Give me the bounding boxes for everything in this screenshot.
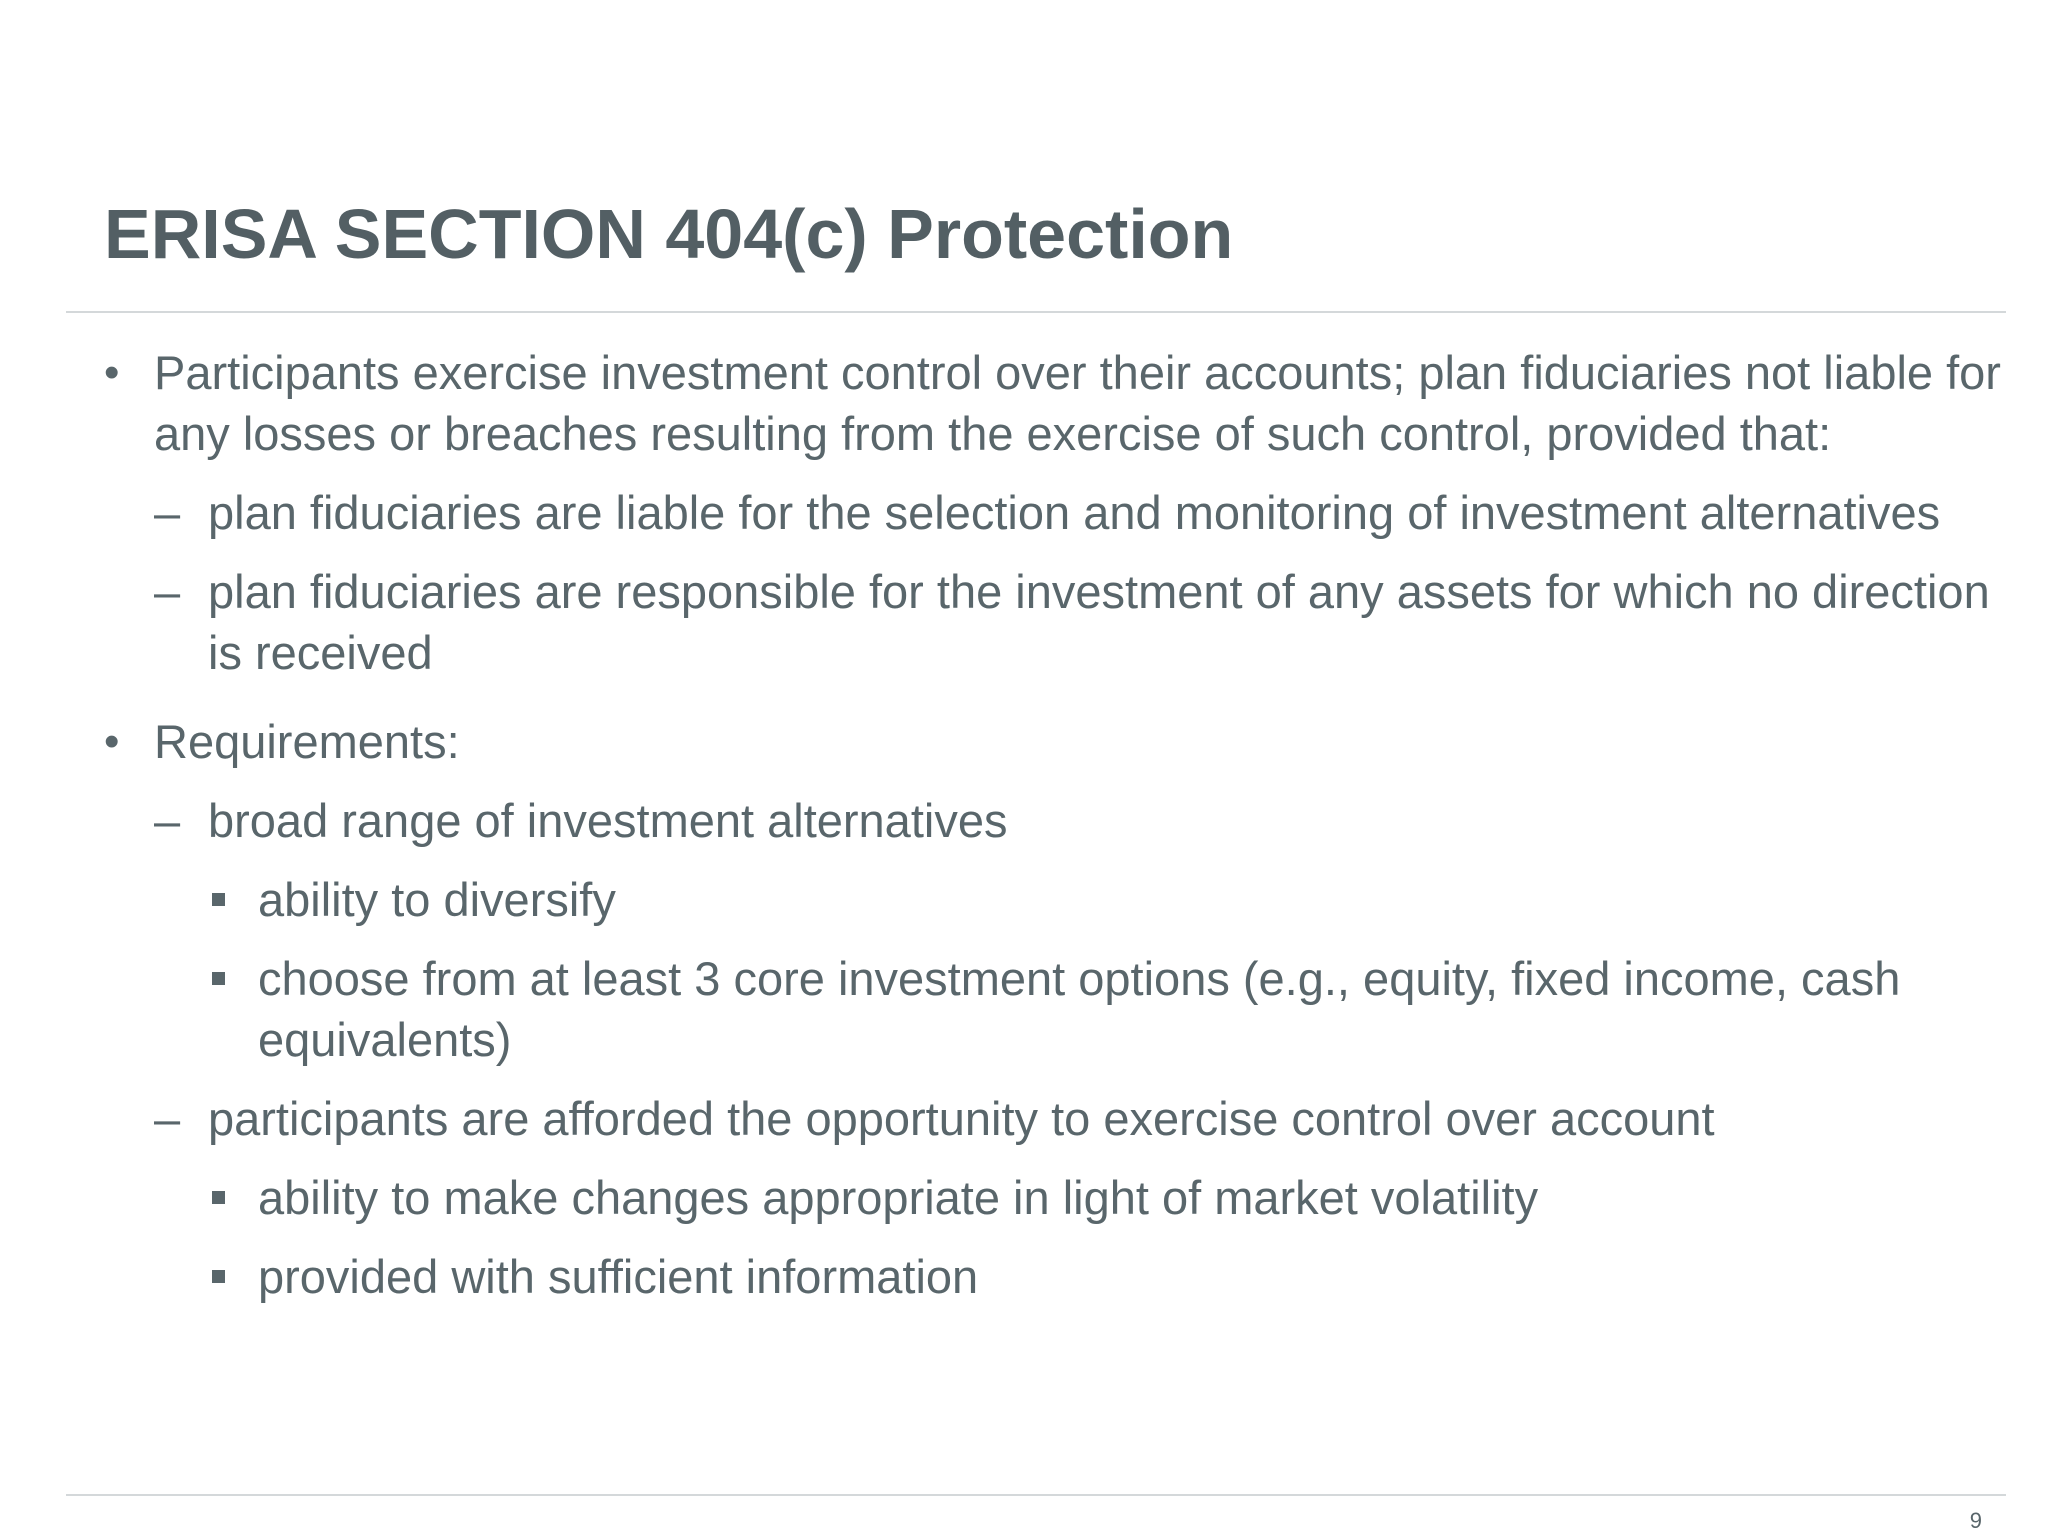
sub-bullet-item: [104, 1088, 2004, 1149]
footer-divider: [66, 1494, 2006, 1496]
sub-bullet-text: broad range of investment alternatives: [208, 794, 1008, 847]
sub-bullet-text: plan fiduciaries are responsible for the investment of any assets for which no direction is received: [208, 565, 1990, 679]
sub-bullet-text: participants are afforded the opportunity to exercise control over account: [208, 1092, 1715, 1145]
bullet-marker: •: [104, 348, 120, 397]
bullet-marker: •: [104, 717, 120, 766]
sub-sub-bullet-text: choose from at least 3 core investment options (e.g., equity, fixed income, cash equivalents): [258, 952, 1901, 1066]
sub-bullet-item: [104, 790, 2004, 851]
sub-sub-bullet-item: [104, 1167, 2004, 1228]
slide-content: [104, 342, 2004, 1307]
dash-marker: –: [154, 1092, 181, 1145]
title-divider: [66, 311, 2006, 313]
sub-bullet-text: plan fiduciaries are liable for the selection and monitoring of investment alternatives: [208, 486, 1941, 539]
sub-sub-bullet-item: [104, 869, 2004, 930]
sub-bullet-item: [104, 482, 2004, 543]
square-bullet-icon: [212, 972, 225, 985]
sub-sub-bullet-text: ability to make changes appropriate in light of market volatility: [258, 1171, 1539, 1224]
slide-title: ERISA SECTION 404(c) Protection: [104, 195, 1234, 273]
dash-marker: –: [154, 794, 181, 847]
bullet-item: [104, 711, 2004, 772]
sub-bullet-item: [104, 561, 2004, 683]
bullet-item: [104, 342, 2004, 464]
bullet-text: Participants exercise investment control over their accounts; plan fiduciaries not liable for any losses or breaches resulting from the exercise of such control, provided that:: [154, 346, 2001, 460]
sub-sub-bullet-item: [104, 1246, 2004, 1307]
bullet-text: Requirements:: [154, 715, 460, 768]
dash-marker: –: [154, 486, 181, 539]
dash-marker: –: [154, 565, 181, 618]
square-bullet-icon: [212, 893, 225, 906]
sub-sub-bullet-text: ability to diversify: [258, 873, 616, 926]
page-number: 9: [1969, 1508, 1982, 1533]
square-bullet-icon: [212, 1270, 225, 1283]
square-bullet-icon: [212, 1191, 225, 1204]
sub-sub-bullet-text: provided with sufficient information: [258, 1250, 979, 1303]
sub-sub-bullet-item: [104, 948, 2004, 1070]
